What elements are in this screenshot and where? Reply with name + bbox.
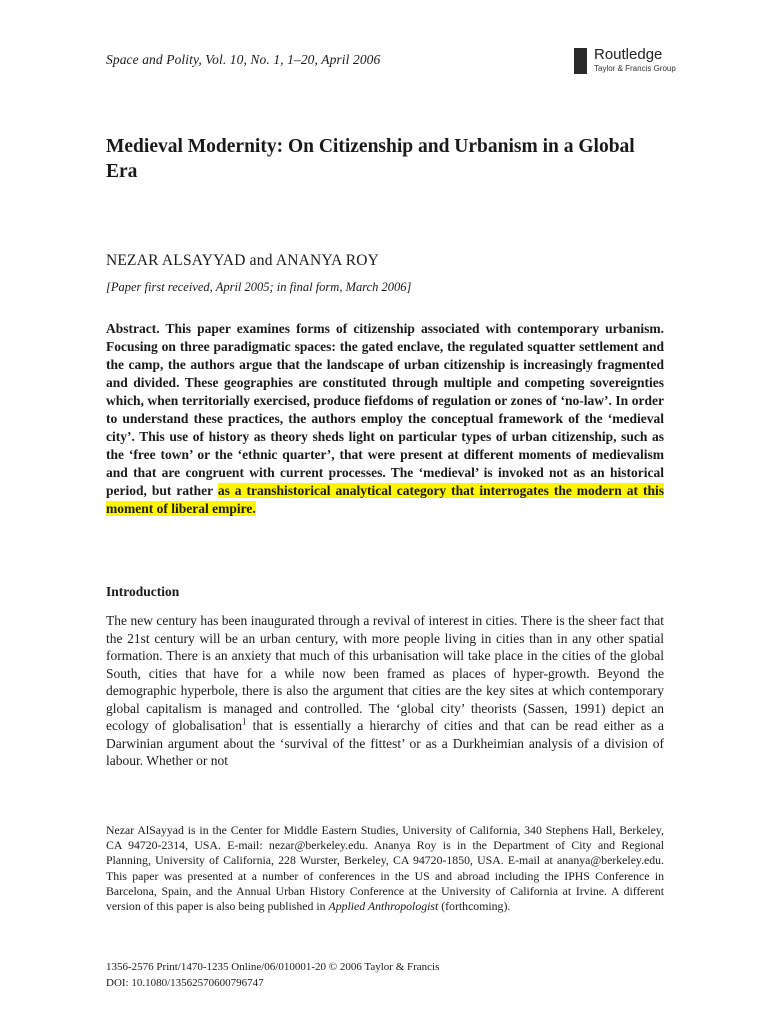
footnote-text: Nezar AlSayyad is in the Center for Middle Eastern Studies, University of California, 340 Stephens Hall, Berkeley, CA 94720-2314, USA. E-mail: nezar@berkeley.edu. Ananya Roy is in the Department of City and Regional Planning, University of California, 228 Wurster, Berkeley, CA 94720-1850, USA. E-mail at ananya@berkeley.edu. This paper was presented at a number of conferences in the US and abroad including the IPHS Conference in Barcelona, Spain, and the Annual Urban History Conference at the University of California at Irvine. A different version of this paper is also being published in [106, 823, 664, 914]
abstract-highlight: as a transhistorical analytical category that interrogates the modern at this moment of liberal empire. [106, 483, 665, 516]
publisher-group: Taylor & Francis Group [594, 64, 676, 73]
doi-line[interactable]: DOI: 10.1080/13562570600796747 [106, 977, 264, 989]
abstract-text: Abstract. This paper examines forms of citizenship associated with contemporary urbanism. Focusing on three paradigmatic spaces: the gated enclave, the regulated squatter settlement and the camp, the authors argue that the landscape of urban citizenship is increasingly fragmented and divided. These geographies are constituted through multiple and competing sovereignties which, when territorially exercised, produce fiefdoms of regulation or zones of ‘no-law’. In order to understand these practices, the authors employ the conceptual framework of the ‘medieval city’. This use of history as theory sheds light on particular types of urban citizenship, such as the ‘free town’ or the ‘ethnic quarter’, that were present at different moments of medievalism and that are congruent with current processes. The ‘medieval’ is invoked not as an historical period, but rather [106, 321, 664, 498]
article-title: Medieval Modernity: On Citizenship and Urbanism in a Global Era [106, 136, 635, 182]
section-heading: Introduction [106, 584, 180, 599]
received-dates: [Paper first received, April 2005; in final form, March 2006] [106, 280, 412, 294]
issn-line: 1356-2576 Print/1470-1235 Online/06/010001-20 © 2006 Taylor & Francis [106, 961, 440, 973]
footnote-suffix: (forthcoming). [438, 899, 511, 914]
routledge-mark-icon [574, 48, 587, 74]
publisher-name: Routledge [594, 46, 663, 63]
introduction-paragraph [106, 612, 664, 770]
footnote-marker[interactable]: 1 [242, 716, 247, 727]
intro-text-part1: The new century has been inaugurated through a revival of interest in cities. There is the sheer fact that the 21st century will be an urban century, with more people living in cities than in any other spatial formation. There is an anxiety that much of this urbanisation will take place in the cities of the global South, cities that have for a while now been framed as places of hyper-growth. Beyond the demographic hyperbole, there is also the argument that cities are the key sites at which contemporary global capitalism is managed and controlled. The ‘global city’ theorists (Sassen, 1991) depict an ecology of globalisation [106, 613, 664, 733]
author-footnote [106, 823, 664, 914]
publisher-logo [574, 46, 704, 76]
intro-text-part2: that is essentially a hierarchy of cities and that can be read either as a Darwinian argument about the ‘survival of the fittest’ or as a Durkheimian analysis of a division of labour. Whether or not [106, 718, 664, 768]
journal-citation: Space and Polity, Vol. 10, No. 1, 1–20, April 2006 [106, 52, 381, 67]
abstract [106, 320, 664, 518]
footnote-journal: Applied Anthropologist [328, 899, 439, 914]
article-authors: NEZAR ALSAYYAD and ANANYA ROY [106, 252, 380, 269]
